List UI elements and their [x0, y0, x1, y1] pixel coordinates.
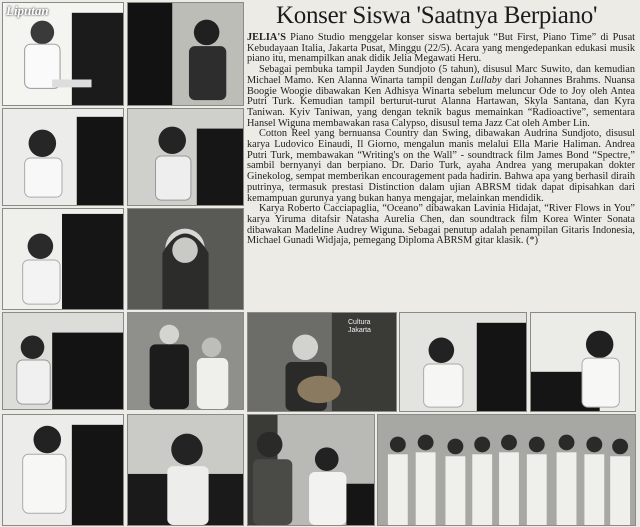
article-body — [247, 33, 635, 305]
photo-girl-singing — [127, 208, 244, 310]
paragraph-3: Cotton Reel yang bernuansa Country dan Swing, dibawakan Audrina Sundjoto, disusul karya Ludovico Einaudi, Il Giorno, mengalun manis melalui Ella Marie Haliman. Andrea Putri Turk, membawakan “Writing's on the Wall” - soundtrack film James Bond “Spectre,” sambil bernyanyi dan berpiano. Dr. Dario Turk, ayaha Andrea yang merupakan dokter Ginekolog, sempat memberikan encouragement pada hadirin. Bahwa apa yang berhasil diraih putrinya, termasuk prestasi Distinction dalam ujian ABRSM tidak dapat dipisahkan dari kemampuan gurunya yang bukan hanya mengajar, melainkan mendidik. — [247, 128, 635, 204]
photo-guitarist — [247, 312, 397, 412]
photo-teacher-with-student — [247, 414, 375, 526]
photo-girl-at-piano-smiling — [530, 312, 636, 412]
photo-boy-at-piano-2 — [399, 312, 527, 412]
lead-word: JELIA'S — [247, 33, 286, 43]
banner-text: Cultura Jakarta — [348, 319, 371, 334]
paragraph-2-italic: Lullaby — [470, 74, 502, 86]
photo-father-and-daughter — [127, 312, 244, 410]
paragraph-2 — [247, 65, 635, 129]
headline: Konser Siswa 'Saatnya Berpiano' — [276, 2, 598, 29]
paragraph-1-text: Piano Studio menggelar konser siswa bertajuk “But First, Piano Time” di Pusat Kebudayaan Italia, Jakarta Pusat, Minggu (22/5). Acara yang mengedepankan edukasi musik piano itu, menampilkan anak didik Jelia Megawati Heru. — [247, 33, 635, 65]
photo-girl-at-piano-3 — [127, 108, 244, 206]
photo-group — [377, 414, 636, 526]
section-label: Liputan — [6, 3, 49, 18]
photo-girl-at-piano-1 — [127, 2, 244, 106]
paragraph-4: Karya Roberto Cacciapaglia, “Oceano” dibawakan Lavinia Hidajat, “River Flows in You” karya Yiruma ditafsir Natasha Aurelia Chen, dan soundtrack film Korea Winter Sonata dibawakan Madeline Audrey Wiguna. Sebagai penutup adalah penampilan Gitaris Indonesia, Michael Gunadi Widjaja, pemegang Diploma ABRSM gitar klasik. (*) — [247, 203, 635, 247]
paragraph-1 — [247, 33, 635, 65]
paragraph-2-text-b: dari Johannes Brahms. Nuansa Boogie Woogie dibawakan Ken Adhisya Winarta sebelum meluncur Ode to Joy oleh Antea Putri Turk. Kemudian tampil berturut-turut Alanna Hartawan, Skyla Santana, dan Kyra Taniwan. Kyiv Taniwan, yang dengan teknik bagus memainkan “Radioactive”, sementara Hansel Wiguna membawakan rasa Calypso, disusul tema Jazz Cat oleh Amber Lin. — [247, 74, 635, 129]
photo-girl-at-piano-4 — [127, 414, 244, 526]
photo-boy-at-piano-3 — [2, 414, 124, 526]
photo-girl-at-grand-piano-1 — [2, 208, 124, 310]
photo-girl-at-piano-2 — [2, 108, 124, 206]
photo-girl-at-grand-piano-2 — [2, 312, 124, 410]
paragraph-2-text-a: Sebagai pembuka tampil Jayden Sundjoto (5 tahun), disusul Marc Suwito, dan kemudian Michael Mamo. Ken Alanna Winarta tampil dengan — [247, 64, 635, 86]
